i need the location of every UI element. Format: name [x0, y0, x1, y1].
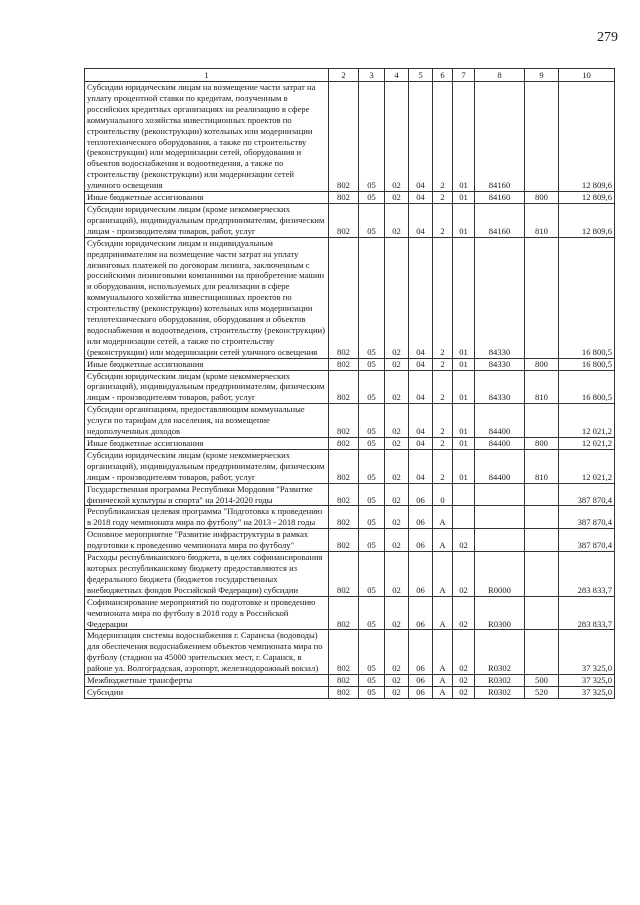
section-code: 05: [359, 192, 385, 204]
ministry-code: 802: [329, 529, 359, 552]
ministry-code: 802: [329, 237, 359, 358]
table-row: [85, 358, 615, 370]
subprogram-code: 2: [433, 404, 453, 438]
col-header-9: 9: [525, 69, 559, 82]
event-code: [453, 506, 475, 529]
row-description: Государственная программа Республики Мордовия "Развитие физической культуры и спорта" на 2014-2020 годы: [85, 483, 329, 506]
expense-code: 84330: [475, 358, 525, 370]
col-header-1: 1: [85, 69, 329, 82]
table-row: [85, 596, 615, 630]
expense-type: [525, 596, 559, 630]
expense-type: 520: [525, 686, 559, 698]
table-row: [85, 404, 615, 438]
table-row: [85, 630, 615, 675]
subsection-code: 02: [385, 203, 409, 237]
row-description: Иные бюджетные ассигнования: [85, 438, 329, 450]
table-row: [85, 82, 615, 192]
expense-type: 810: [525, 370, 559, 404]
subprogram-code: 2: [433, 438, 453, 450]
program-code: 06: [409, 483, 433, 506]
event-code: 02: [453, 686, 475, 698]
row-description: Основное мероприятие "Развитие инфраструктуры в рамках подготовки к проведению чемпионата мира по футболу": [85, 529, 329, 552]
subprogram-code: 0: [433, 483, 453, 506]
section-code: 05: [359, 438, 385, 450]
row-description: Модернизация системы водоснабжения г. Саранска (водоводы) для обеспечения водоснабжением объектов чемпионата мира по футболу (стадион на 45000 зрительских мест, г. Саранск, в районе ул. Волгоградская, аэропорт, железнодорожный вокзал): [85, 630, 329, 675]
section-code: 05: [359, 529, 385, 552]
ministry-code: 802: [329, 203, 359, 237]
program-code: 04: [409, 237, 433, 358]
expense-code: [475, 529, 525, 552]
ministry-code: 802: [329, 506, 359, 529]
subsection-code: 02: [385, 404, 409, 438]
expense-code: 84400: [475, 404, 525, 438]
subsection-code: 02: [385, 358, 409, 370]
subsection-code: 02: [385, 552, 409, 597]
row-description: Субсидии: [85, 686, 329, 698]
col-header-5: 5: [409, 69, 433, 82]
col-header-4: 4: [385, 69, 409, 82]
amount: 387 870,4: [559, 529, 615, 552]
expense-code: R0302: [475, 630, 525, 675]
expense-type: [525, 404, 559, 438]
col-header-6: 6: [433, 69, 453, 82]
amount: 12 809,6: [559, 192, 615, 204]
subsection-code: 02: [385, 596, 409, 630]
program-code: 04: [409, 449, 433, 483]
amount: 16 800,5: [559, 370, 615, 404]
subsection-code: 02: [385, 686, 409, 698]
amount: 37 325,0: [559, 686, 615, 698]
event-code: 02: [453, 675, 475, 687]
row-description: Республиканская целевая программа "Подготовка к проведению в 2018 году чемпионата мира по футболу" на 2013 - 2018 годы: [85, 506, 329, 529]
event-code: 01: [453, 203, 475, 237]
table-row: [85, 192, 615, 204]
table-row: [85, 203, 615, 237]
subprogram-code: А: [433, 630, 453, 675]
expense-type: [525, 483, 559, 506]
subprogram-code: 2: [433, 192, 453, 204]
page-number: 279: [597, 30, 618, 45]
subsection-code: 02: [385, 449, 409, 483]
subsection-code: 02: [385, 630, 409, 675]
subprogram-code: А: [433, 506, 453, 529]
program-code: 04: [409, 370, 433, 404]
amount: 16 800,5: [559, 358, 615, 370]
section-code: 05: [359, 596, 385, 630]
section-code: 05: [359, 449, 385, 483]
section-code: 05: [359, 404, 385, 438]
subprogram-code: 2: [433, 358, 453, 370]
subprogram-code: 2: [433, 370, 453, 404]
budget-table: [84, 68, 615, 699]
subprogram-code: А: [433, 596, 453, 630]
subsection-code: 02: [385, 237, 409, 358]
expense-type: 800: [525, 192, 559, 204]
amount: 16 800,5: [559, 237, 615, 358]
subprogram-code: 2: [433, 203, 453, 237]
event-code: 02: [453, 630, 475, 675]
program-code: 06: [409, 552, 433, 597]
row-description: Субсидии юридическим лицам на возмещение части затрат на уплату процентной ставки по кредитам, полученным в российских кредитных организациях на реализацию в сфере коммунального хозяйства инвестиционных проектов по строительству (реконструкции) котельных или модернизации теплотехнического оборудования, а также по строительству (реконструкции) или модернизации сетей, оборудования и объектов водоснабжения и водоотведения, а также по строительству (реконструкции) или модернизации сетей уличного освещения: [85, 82, 329, 192]
row-description: Субсидии юридическим лицам (кроме некоммерческих организаций), индивидуальным предпринимателям, физическим лицам - производителям товаров, работ, услуг: [85, 203, 329, 237]
program-code: 04: [409, 438, 433, 450]
section-code: 05: [359, 506, 385, 529]
subprogram-code: 2: [433, 449, 453, 483]
expense-type: [525, 529, 559, 552]
section-code: 05: [359, 370, 385, 404]
row-description: Иные бюджетные ассигнования: [85, 192, 329, 204]
expense-code: [475, 506, 525, 529]
event-code: 01: [453, 449, 475, 483]
row-description: Расходы республиканского бюджета, в целях софинансирования которых республиканскому бюджету предоставляются из федерального бюджета (бюджетов государственных внебюджетных фондов Российской Федерации) субсидии: [85, 552, 329, 597]
expense-type: 500: [525, 675, 559, 687]
ministry-code: 802: [329, 596, 359, 630]
col-header-8: 8: [475, 69, 525, 82]
expense-code: 84160: [475, 82, 525, 192]
program-code: 04: [409, 358, 433, 370]
event-code: 01: [453, 237, 475, 358]
program-code: 06: [409, 630, 433, 675]
amount: 37 325,0: [559, 675, 615, 687]
event-code: 02: [453, 596, 475, 630]
row-description: Субсидии организациям, предоставляющим коммунальные услуги по тарифам для населения, на возмещение недополученных доходов: [85, 404, 329, 438]
amount: 12 809,6: [559, 203, 615, 237]
table-row: [85, 529, 615, 552]
ministry-code: 802: [329, 192, 359, 204]
subprogram-code: А: [433, 686, 453, 698]
subsection-code: 02: [385, 438, 409, 450]
section-code: 05: [359, 552, 385, 597]
row-description: Субсидии юридическим лицам и индивидуальным предпринимателям на возмещение части затрат на уплату лизинговых платежей по договорам лизинга, заключенным с российскими лизинговыми компаниями на приобретение машин и оборудования, используемых для реализации в сфере коммунального хозяйства инвестиционных проектов по строительству (реконструкции) котельных или модернизации теплотехнического оборудования, оборудования и объектов водоснабжения и водоотведения, строительству (реконструкции) или модернизации сетей, а также по строительству (реконструкции) или модернизации сетей уличного освещения: [85, 237, 329, 358]
table-row: [85, 675, 615, 687]
expense-type: [525, 237, 559, 358]
program-code: 06: [409, 686, 433, 698]
section-code: 05: [359, 630, 385, 675]
section-code: 05: [359, 203, 385, 237]
table-row: [85, 370, 615, 404]
expense-code: R0302: [475, 675, 525, 687]
section-code: 05: [359, 358, 385, 370]
program-code: 04: [409, 203, 433, 237]
event-code: 01: [453, 404, 475, 438]
program-code: 04: [409, 404, 433, 438]
ministry-code: 802: [329, 404, 359, 438]
event-code: 01: [453, 192, 475, 204]
expense-type: [525, 630, 559, 675]
subprogram-code: 2: [433, 82, 453, 192]
ministry-code: 802: [329, 686, 359, 698]
section-code: 05: [359, 483, 385, 506]
program-code: 04: [409, 82, 433, 192]
table-row: [85, 438, 615, 450]
expense-type: [525, 82, 559, 192]
amount: 37 325,0: [559, 630, 615, 675]
amount: 283 833,7: [559, 596, 615, 630]
expense-code: 84160: [475, 203, 525, 237]
expense-code: 84330: [475, 237, 525, 358]
expense-type: [525, 552, 559, 597]
col-header-3: 3: [359, 69, 385, 82]
subprogram-code: А: [433, 675, 453, 687]
expense-code: 84160: [475, 192, 525, 204]
expense-type: 810: [525, 203, 559, 237]
event-code: 01: [453, 370, 475, 404]
subsection-code: 02: [385, 529, 409, 552]
row-description: Софинансирование мероприятий по подготовке и проведению чемпионата мира по футболу в 2018 году в Российской Федерации: [85, 596, 329, 630]
table-row: [85, 483, 615, 506]
subsection-code: 02: [385, 192, 409, 204]
program-code: 04: [409, 192, 433, 204]
expense-type: 800: [525, 358, 559, 370]
table-row: [85, 449, 615, 483]
expense-code: [475, 483, 525, 506]
col-header-2: 2: [329, 69, 359, 82]
section-code: 05: [359, 686, 385, 698]
row-description: Иные бюджетные ассигнования: [85, 358, 329, 370]
ministry-code: 802: [329, 438, 359, 450]
subprogram-code: А: [433, 552, 453, 597]
ministry-code: 802: [329, 675, 359, 687]
subprogram-code: А: [433, 529, 453, 552]
program-code: 06: [409, 506, 433, 529]
table-row: [85, 552, 615, 597]
event-code: 01: [453, 82, 475, 192]
amount: 12 021,2: [559, 449, 615, 483]
program-code: 06: [409, 596, 433, 630]
col-header-10: 10: [559, 69, 615, 82]
table-row: [85, 237, 615, 358]
subsection-code: 02: [385, 675, 409, 687]
table-row: [85, 686, 615, 698]
ministry-code: 802: [329, 358, 359, 370]
amount: 12 021,2: [559, 404, 615, 438]
amount: 12 809,6: [559, 82, 615, 192]
subsection-code: 02: [385, 483, 409, 506]
expense-code: 84400: [475, 449, 525, 483]
amount: 387 870,4: [559, 506, 615, 529]
amount: 387 870,4: [559, 483, 615, 506]
expense-code: R0300: [475, 596, 525, 630]
row-description: Субсидии юридическим лицам (кроме некоммерческих организаций), индивидуальным предпринимателям, физическим лицам - производителям товаров, работ, услуг: [85, 370, 329, 404]
ministry-code: 802: [329, 630, 359, 675]
event-code: 01: [453, 358, 475, 370]
expense-type: [525, 506, 559, 529]
expense-code: 84400: [475, 438, 525, 450]
expense-code: 84330: [475, 370, 525, 404]
header-row: [85, 69, 615, 82]
subsection-code: 02: [385, 506, 409, 529]
section-code: 05: [359, 82, 385, 192]
table-row: [85, 506, 615, 529]
expense-code: R0302: [475, 686, 525, 698]
event-code: 02: [453, 529, 475, 552]
ministry-code: 802: [329, 370, 359, 404]
ministry-code: 802: [329, 552, 359, 597]
ministry-code: 802: [329, 449, 359, 483]
subsection-code: 02: [385, 82, 409, 192]
row-description: Субсидии юридическим лицам (кроме некоммерческих организаций), индивидуальным предпринимателям, физическим лицам - производителям товаров, работ, услуг: [85, 449, 329, 483]
section-code: 05: [359, 237, 385, 358]
ministry-code: 802: [329, 82, 359, 192]
amount: 12 021,2: [559, 438, 615, 450]
subprogram-code: 2: [433, 237, 453, 358]
program-code: 06: [409, 529, 433, 552]
event-code: 01: [453, 438, 475, 450]
col-header-7: 7: [453, 69, 475, 82]
row-description: Межбюджетные трансферты: [85, 675, 329, 687]
ministry-code: 802: [329, 483, 359, 506]
subsection-code: 02: [385, 370, 409, 404]
event-code: 02: [453, 552, 475, 597]
event-code: [453, 483, 475, 506]
expense-type: 800: [525, 438, 559, 450]
section-code: 05: [359, 675, 385, 687]
expense-code: R0000: [475, 552, 525, 597]
expense-type: 810: [525, 449, 559, 483]
program-code: 06: [409, 675, 433, 687]
amount: 283 833,7: [559, 552, 615, 597]
